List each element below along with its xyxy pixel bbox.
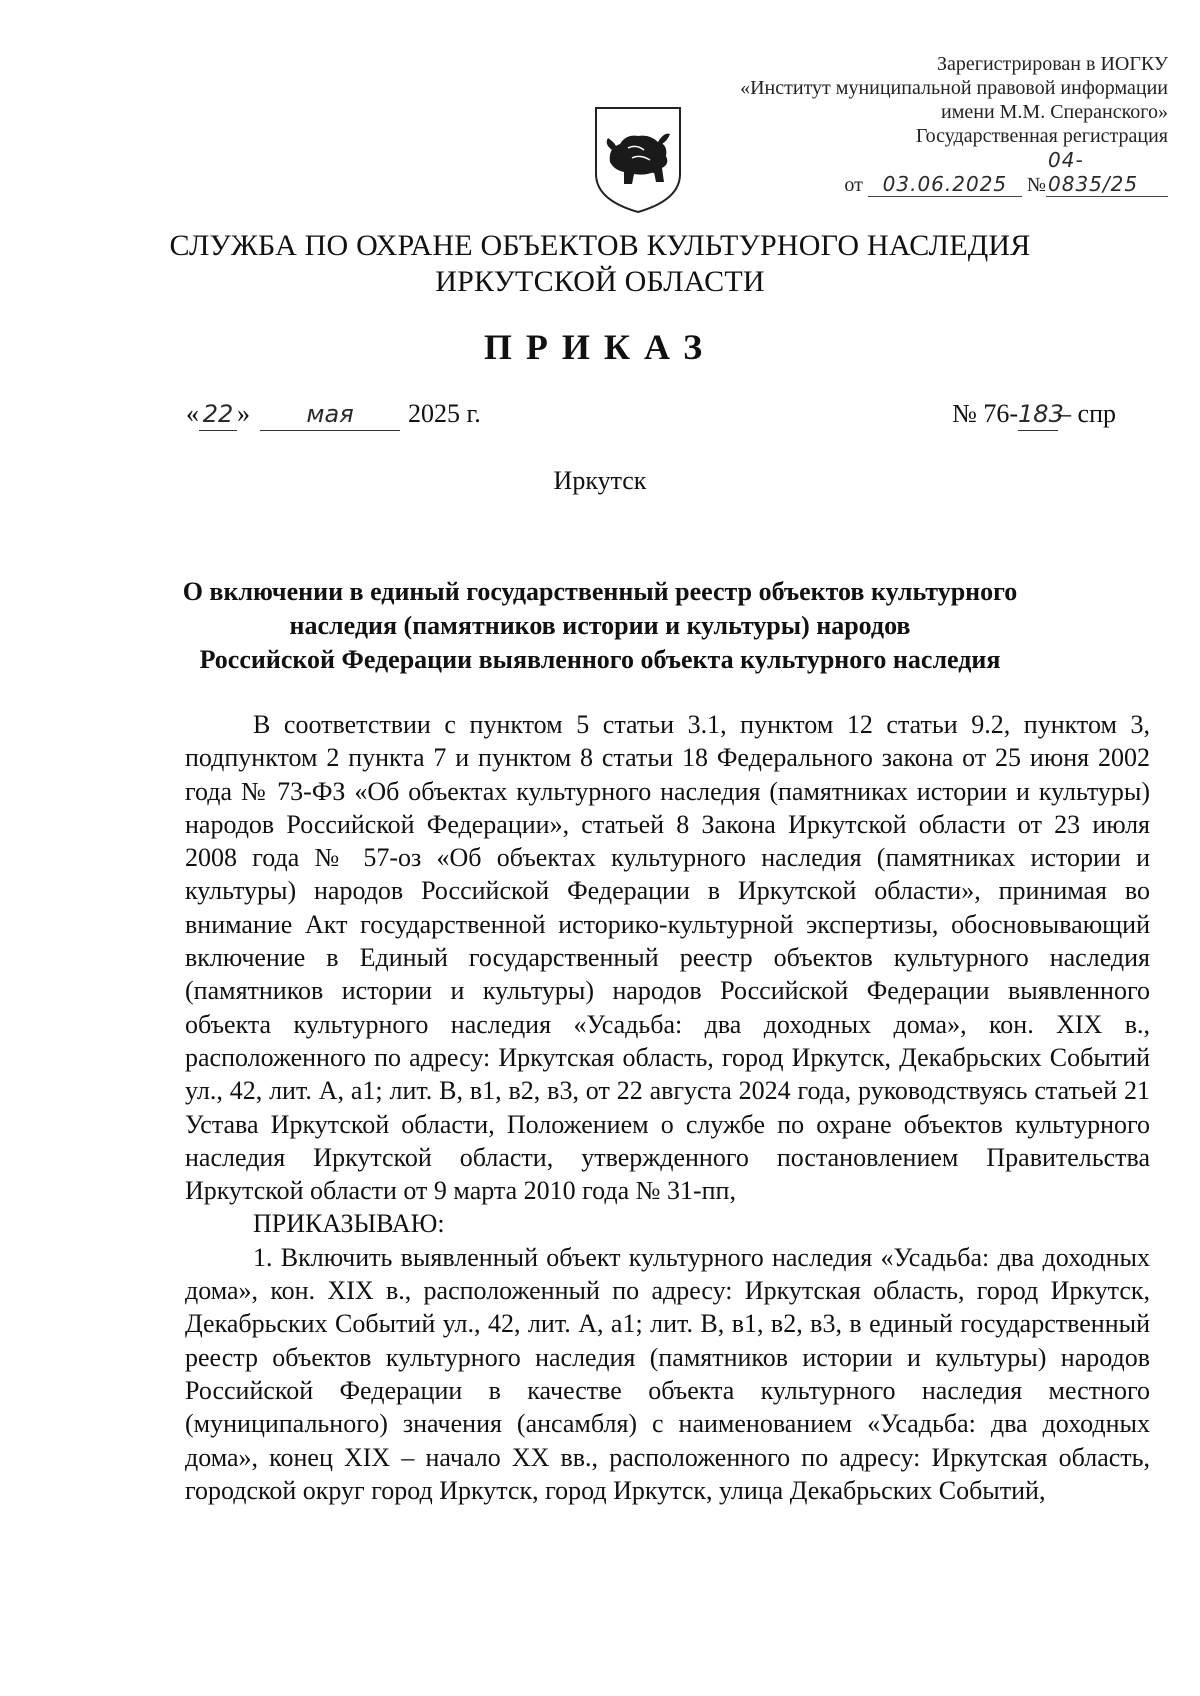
irkutsk-coat-of-arms-icon <box>592 104 684 216</box>
order-year: 2025 г. <box>408 399 481 428</box>
order-title <box>120 575 1080 677</box>
order-number-suffix: – спр <box>1058 399 1116 428</box>
stamp-number-value: 04-0835/25 <box>1046 148 1168 197</box>
issuing-agency <box>0 228 1200 300</box>
stamp-date-value: 03.06.2025 <box>868 172 1022 197</box>
order-date <box>186 398 481 431</box>
agency-line-2: ИРКУТСКОЙ ОБЛАСТИ <box>435 265 765 298</box>
stamp-line-3: имени М.М. Сперанского» <box>941 101 1168 123</box>
stamp-number-prefix: № <box>1026 174 1046 196</box>
agency-line-1: СЛУЖБА ПО ОХРАНЕ ОБЪЕКТОВ КУЛЬТУРНОГО НАСЛЕДИЯ <box>169 229 1031 262</box>
stamp-line-4: Государственная регистрация <box>915 125 1168 147</box>
command-word: ПРИКАЗЫВАЮ: <box>253 1209 445 1239</box>
order-number <box>952 398 1116 431</box>
stamp-registration-line <box>740 148 1168 197</box>
title-line-1: О включении в единый государственный реестр объектов культурного <box>182 577 1018 606</box>
title-line-3: Российской Федерации выявленного объекта культурного наследия <box>199 645 1001 674</box>
order-day: 22 <box>199 398 237 431</box>
stamp-line-1: Зарегистрирован в ИОГКУ <box>937 53 1168 75</box>
order-number-handwritten: 183 <box>1018 398 1058 431</box>
order-body <box>185 708 1150 1507</box>
order-day-close-quote: » <box>237 399 250 428</box>
order-day-open-quote: « <box>186 399 199 428</box>
title-line-2: наследия (памятников истории и культуры) народов <box>289 611 911 640</box>
order-city: Иркутск <box>553 466 647 495</box>
order-month: мая <box>260 398 400 431</box>
preamble-paragraph: В соответствии с пунктом 5 статьи 3.1, пунктом 12 статьи 9.2, пунктом 3, подпунктом 2 пункта 7 и пунктом 8 статьи 18 Федерального закона от 25 июня 2002 года № 73-ФЗ «Об объектах культурного наследия (памятниках истории и культуры) народов Российской Федерации», статьей 8 Закона Иркутской области от 23 июля 2008 года № 57-оз «Об объектах культурного наследия (памятниках истории и культуры) народов Российской Федерации в Иркутской области», принимая во внимание Акт государственной историко-культурной экспертизы, обосновывающий включение в Единый государственный реестр объектов культурного наследия (памятников истории и культуры) народов Российской Федерации выявленного объекта культурного наследия «Усадьба: два доходных дома», кон. XIX в., расположенного по адресу: Иркутская область, город Иркутск, Декабрьских Событий ул., 42, лит. А, а1; лит. В, в1, в2, в3, от 22 августа 2024 года, руководствуясь статьей 21 Устава Иркутской области, Положением о службе по охране объектов культурного наследия Иркутской области, утвержденного постановлением Правительства Иркутской области от 9 марта 2010 года № 31-пп, <box>185 710 1150 1206</box>
stamp-line-2: «Институт муниципальной правовой информации <box>740 77 1168 99</box>
registration-stamp <box>740 52 1168 197</box>
stamp-date-prefix: от <box>844 174 863 196</box>
item-1-paragraph: 1. Включить выявленный объект культурного наследия «Усадьба: два доходных дома», кон. XIX в., расположенный по адресу: Иркутская область, город Иркутск, Декабрьских Событий ул., 42, лит. А, а1; лит. В, в1, в2, в3, в единый государственный реестр объектов культурного наследия (памятников истории и культуры) народов Российской Федерации в качестве объекта культурного наследия местного (муниципального) значения (ансамбля) с наименованием «Усадьба: два доходных дома», конец XIX – начало XX вв., расположенного по адресу: Иркутская область, городской округ город Иркутск, город Иркутск, улица Декабрьских Событий, <box>185 1242 1150 1505</box>
order-number-prefix: № 76- <box>952 399 1019 428</box>
document-type-heading: ПРИКАЗ <box>483 327 717 367</box>
